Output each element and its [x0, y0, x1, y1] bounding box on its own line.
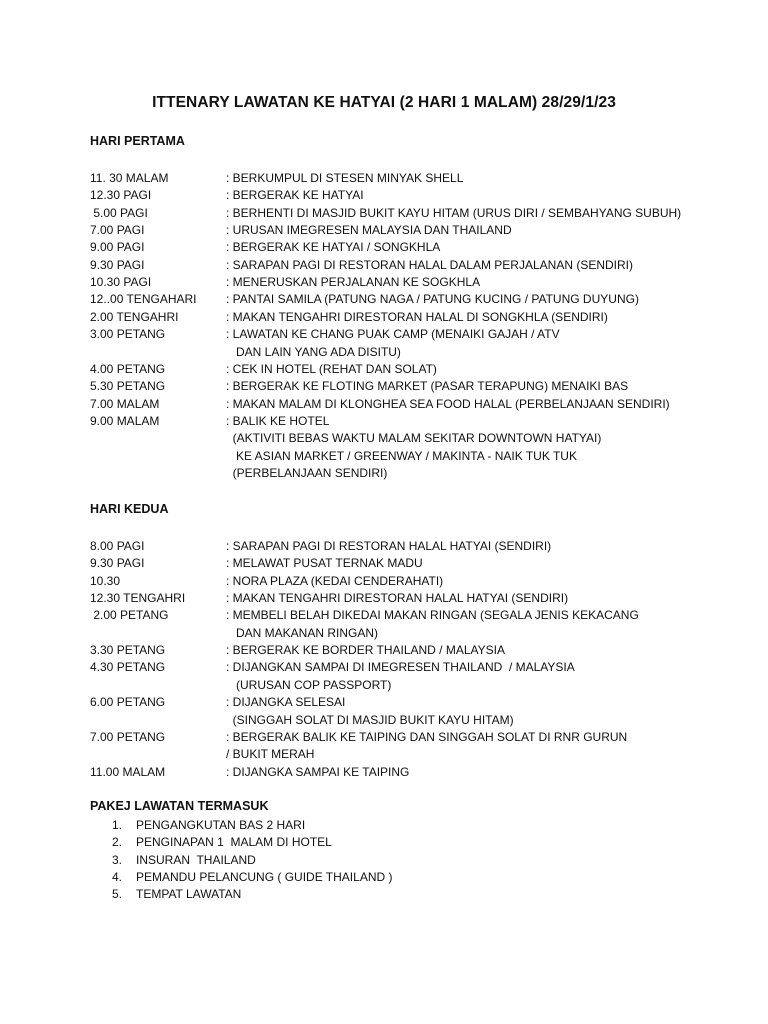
- day1-time: 9.30 PAGI: [90, 257, 145, 272]
- day1-activity: (PERBELANJAAN SENDIRI): [226, 465, 388, 480]
- day1-row: [0, 448, 768, 465]
- day2-time: 7.00 PETANG: [90, 729, 166, 744]
- day1-activity: KE ASIAN MARKET / GREENWAY / MAKINTA - NAIK TUK TUK: [226, 448, 577, 463]
- day1-row: [0, 170, 768, 187]
- day2-time: 11.00 MALAM: [90, 764, 166, 779]
- day2-activity: (URUSAN COP PASSPORT): [226, 677, 392, 692]
- day2-activity: : MAKAN TENGAHRI DIRESTORAN HALAL HATYAI (SENDIRI): [226, 591, 569, 606]
- day2-activity: : BERGERAK BALIK KE TAIPING DAN SINGGAH SOLAT DI RNR GURUN: [226, 729, 628, 744]
- day2-activity: : DIJANGKA SELESAI: [226, 695, 346, 710]
- day2-time: 6.00 PETANG: [90, 695, 166, 710]
- day1-row: [0, 465, 768, 482]
- day2-time: 12.30 TENGAHRI: [90, 591, 186, 606]
- day2-activity: : BERGERAK KE BORDER THAILAND / MALAYSIA: [226, 643, 505, 658]
- day1-activity: : PANTAI SAMILA (PATUNG NAGA / PATUNG KUCING / PATUNG DUYUNG): [226, 292, 639, 307]
- day2-activity: : DIJANGKA SAMPAI KE TAIPING: [226, 764, 410, 779]
- day1-activity: : BERGERAK KE FLOTING MARKET (PASAR TERAPUNG) MENAIKI BAS: [226, 379, 629, 394]
- day2-time: 9.30 PAGI: [90, 556, 145, 571]
- day2-activity: : SARAPAN PAGI DI RESTORAN HALAL HATYAI (SENDIRI): [226, 539, 552, 553]
- day1-time: 5.00 PAGI: [90, 205, 148, 220]
- day2-row: [0, 625, 768, 642]
- day2-activity: : DIJANGKAN SAMPAI DI IMEGRESEN THAILAND / MALAYSIA: [226, 660, 575, 675]
- day1-row: [0, 205, 768, 222]
- package-item: [0, 886, 768, 903]
- day1-row: [0, 396, 768, 413]
- day2-activity: (SINGGAH SOLAT DI MASJID BUKIT KAYU HITAM): [226, 712, 514, 727]
- day1-activity: : BERHENTI DI MASJID BUKIT KAYU HITAM (URUS DIRI / SEMBAHYANG SUBUH): [226, 205, 682, 220]
- day1-time: 2.00 TENGAHRI: [90, 309, 179, 324]
- day1-time: 12..00 TENGAHARI: [90, 292, 197, 307]
- day1-activity: : LAWATAN KE CHANG PUAK CAMP (MENAIKI GAJAH / ATV: [226, 327, 560, 342]
- day1-row: [0, 326, 768, 343]
- package-item-number: 3.: [112, 852, 123, 867]
- day2-row: [0, 590, 768, 607]
- day1-row: [0, 344, 768, 361]
- day1-time: 9.00 PAGI: [90, 240, 145, 255]
- day1-row: [0, 361, 768, 378]
- day1-activity: : CEK IN HOTEL (REHAT DAN SOLAT): [226, 361, 437, 376]
- package-item-text: PENGINAPAN 1 MALAM DI HOTEL: [136, 835, 332, 850]
- day1-row: [0, 378, 768, 395]
- day2-time: 2.00 PETANG: [90, 608, 169, 623]
- package-item-number: 4.: [112, 870, 123, 885]
- day1-activity: : BERGERAK KE HATYAI: [226, 188, 364, 203]
- day1-row: [0, 222, 768, 239]
- day1-row: [0, 291, 768, 308]
- package-item: [0, 817, 768, 834]
- day2-row: [0, 694, 768, 711]
- day1-row: [0, 274, 768, 291]
- day1-row: [0, 239, 768, 256]
- document-title: ITTENARY LAWATAN KE HATYAI (2 HARI 1 MALAM) 28/29/1/23: [152, 94, 616, 111]
- day1-time: 11. 30 MALAM: [90, 171, 169, 185]
- day1-row: [0, 309, 768, 326]
- day2-row: [0, 764, 768, 781]
- package-item-text: PEMANDU PELANCUNG ( GUIDE THAILAND ): [136, 870, 393, 885]
- day2-row: [0, 555, 768, 572]
- day2-row: [0, 729, 768, 746]
- day2-row: [0, 607, 768, 624]
- day2-activity: : NORA PLAZA (KEDAI CENDERAHATI): [226, 573, 444, 588]
- day1-activity: DAN LAIN YANG ADA DISITU): [226, 344, 401, 359]
- package-item-text: PENGANGKUTAN BAS 2 HARI: [136, 818, 306, 832]
- day1-activity: : MENERUSKAN PERJALANAN KE SOGKHLA: [226, 275, 481, 290]
- day1-activity: : BERGERAK KE HATYAI / SONGKHLA: [226, 240, 441, 255]
- day2-row: [0, 538, 768, 555]
- day1-row: [0, 187, 768, 204]
- day1-activity: : MAKAN TENGAHRI DIRESTORAN HALAL DI SONGKHLA (SENDIRI): [226, 309, 608, 324]
- day2-activity: DAN MAKANAN RINGAN): [226, 625, 379, 640]
- day2-activity: : MELAWAT PUSAT TERNAK MADU: [226, 556, 423, 571]
- day2-activity: : MEMBELI BELAH DIKEDAI MAKAN RINGAN (SEGALA JENIS KEKACANG: [226, 608, 639, 623]
- day2-activity: / BUKIT MERAH: [226, 747, 315, 762]
- day1-row: [0, 413, 768, 430]
- day1-row: [0, 430, 768, 447]
- day1-time: 3.00 PETANG: [90, 327, 166, 342]
- day2-time: 3.30 PETANG: [90, 643, 166, 658]
- day1-activity: : MAKAN MALAM DI KLONGHEA SEA FOOD HALAL (PERBELANJAAN SENDIRI): [226, 396, 670, 411]
- day1-activity: : URUSAN IMEGRESEN MALAYSIA DAN THAILAND: [226, 223, 512, 238]
- day1-time: 12.30 PAGI: [90, 188, 152, 203]
- day1-time: 5.30 PETANG: [90, 379, 166, 394]
- package-item-text: TEMPAT LAWATAN: [136, 887, 242, 902]
- day1-activity: : BERKUMPUL DI STESEN MINYAK SHELL: [226, 171, 464, 185]
- day1-heading: HARI PERTAMA: [90, 134, 185, 148]
- day1-activity: : BALIK KE HOTEL: [226, 413, 330, 428]
- package-item-number: 2.: [112, 835, 123, 850]
- day2-row: [0, 746, 768, 763]
- package-item-number: 1.: [112, 818, 123, 832]
- day2-time: 10.30: [90, 573, 121, 588]
- package-item: [0, 834, 768, 851]
- package-item: [0, 869, 768, 886]
- day1-activity: (AKTIVITI BEBAS WAKTU MALAM SEKITAR DOWNTOWN HATYAI): [226, 431, 602, 446]
- package-heading: PAKEJ LAWATAN TERMASUK: [90, 799, 269, 813]
- day2-row: [0, 677, 768, 694]
- package-item: [0, 852, 768, 869]
- day1-time: 7.00 PAGI: [90, 223, 145, 238]
- day2-time: 8.00 PAGI: [90, 539, 145, 553]
- package-item-number: 5.: [112, 887, 123, 902]
- day2-time: 4.30 PETANG: [90, 660, 166, 675]
- day1-time: 4.00 PETANG: [90, 361, 166, 376]
- day2-row: [0, 659, 768, 676]
- day1-activity: : SARAPAN PAGI DI RESTORAN HALAL DALAM PERJALANAN (SENDIRI): [226, 257, 633, 272]
- day2-heading: HARI KEDUA: [90, 502, 169, 516]
- day1-time: 10.30 PAGI: [90, 275, 152, 290]
- day2-row: [0, 712, 768, 729]
- day1-row: [0, 257, 768, 274]
- day2-row: [0, 573, 768, 590]
- day2-row: [0, 642, 768, 659]
- day1-time: 9.00 MALAM: [90, 413, 160, 428]
- day1-time: 7.00 MALAM: [90, 396, 160, 411]
- package-item-text: INSURAN THAILAND: [136, 852, 256, 867]
